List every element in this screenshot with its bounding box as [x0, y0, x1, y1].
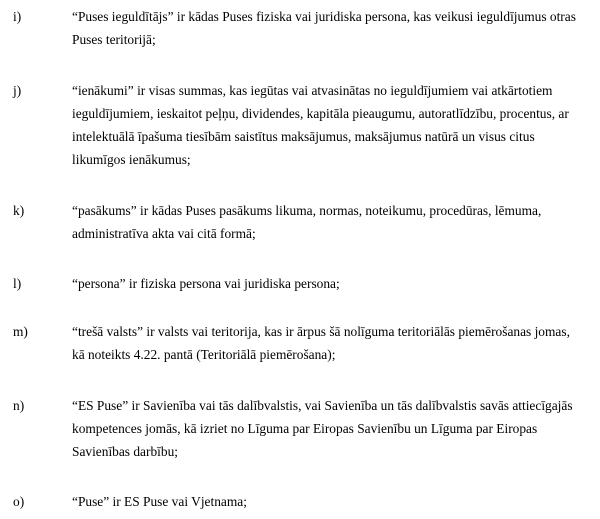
text-line: administratīva akta vai citā formā; [72, 226, 256, 241]
text-line: “pasākums” ir kādas Puses pasākums likuma, normas, noteikumu, procedūras, lēmuma, [72, 203, 542, 218]
item-marker: l) [13, 276, 22, 291]
item-marker: i) [13, 9, 22, 24]
item-marker: k) [13, 203, 25, 218]
text-line: “trešā valsts” ir valsts vai teritorija, kas ir ārpus šā nolīguma teritoriālās piemērošanas jomas, [72, 324, 570, 339]
item-marker: m) [13, 324, 28, 339]
item-text [72, 5, 598, 51]
text-line: “ienākumi” ir visas summas, kas iegūtas vai atvasinātas no ieguldījumiem vai atkārtotiem [72, 83, 553, 98]
text-line: Savienības darbību; [72, 444, 178, 459]
item-text [72, 394, 598, 463]
item-text [72, 199, 598, 245]
text-line: “Puses ieguldītājs” ir kādas Puses fiziska vai juridiska persona, kas veikusi ieguldījumus otras [72, 9, 576, 24]
text-line: “persona” ir fiziska persona vai juridiska persona; [72, 276, 340, 291]
item-text [72, 79, 598, 171]
text-line: “ES Puse” ir Savienība vai tās dalībvalstis, vai Savienība un tās dalībvalstis savās attiecīgajās [72, 398, 573, 413]
text-line: kā noteikts 4.22. pantā (Teritoriālā piemērošana); [72, 347, 336, 362]
text-line: intelektuālā īpašuma tiesībām saistītus maksājumus, maksājumus natūrā un visus citus [72, 129, 535, 144]
item-marker: o) [13, 494, 25, 509]
item-text [72, 320, 598, 366]
item-text [72, 272, 598, 295]
item-text [72, 490, 598, 513]
text-line: ieguldījumiem, ieskaitot peļņu, dividendes, kapitāla pieaugumu, autoratlīdzību, procentus, ar [72, 106, 569, 121]
text-line: likumīgos ienākumus; [72, 152, 191, 167]
text-line: Puses teritorijā; [72, 32, 156, 47]
text-line: “Puse” ir ES Puse vai Vjetnama; [72, 494, 247, 509]
text-line: kompetences jomās, kā izriet no Līguma par Eiropas Savienību un Līguma par Eiropas [72, 421, 538, 436]
item-marker: n) [13, 398, 25, 413]
item-marker: j) [13, 83, 22, 98]
